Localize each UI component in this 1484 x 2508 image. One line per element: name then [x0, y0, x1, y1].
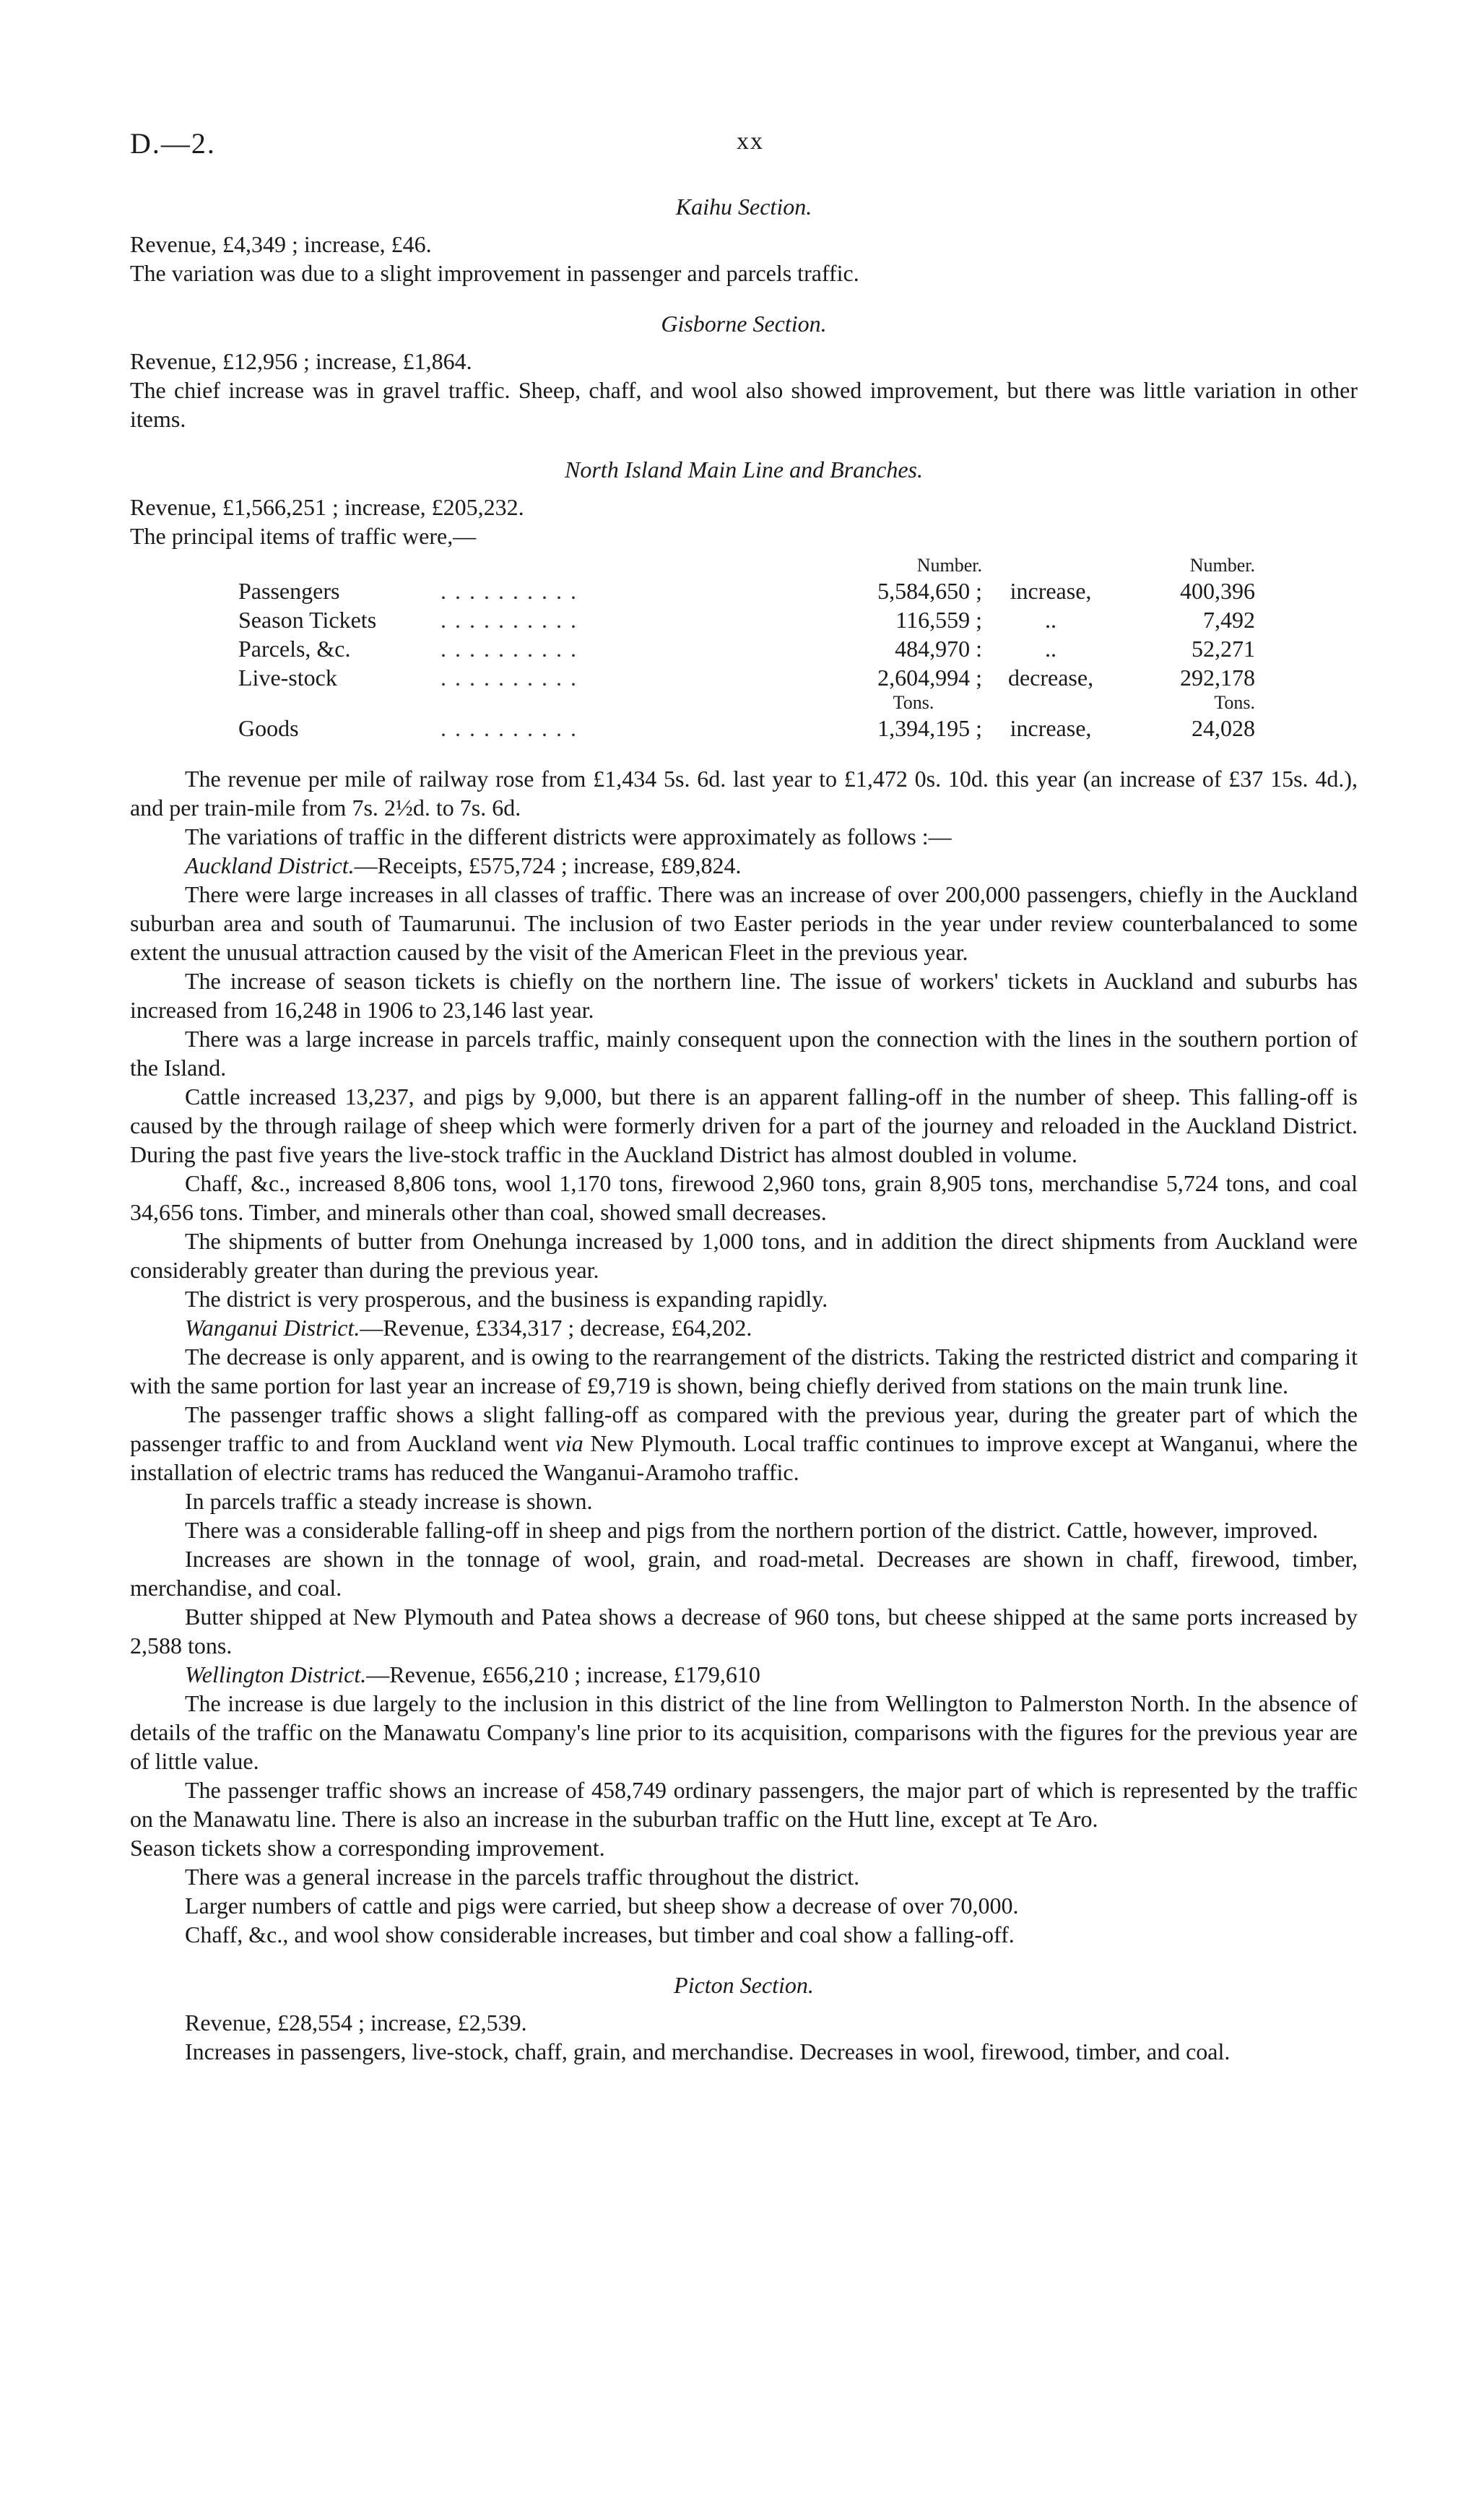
picton-note: Increases in passengers, live-stock, chaff, grain, and merchandise. Decreases in wool, firewood, timber, and coal.	[185, 2038, 1231, 2064]
page-number: xx	[737, 128, 764, 155]
table-unit-row	[238, 692, 1255, 714]
gisborne-note: The chief increase was in gravel traffic. Sheep, chaff, and wool also showed improvement, but there was little variation in other items.	[130, 377, 1358, 432]
row-diff: 52,271	[1192, 636, 1255, 662]
document-reference: D.—2.	[130, 127, 216, 160]
kaihu-heading: Kaihu Section.	[675, 194, 812, 220]
wellington-paragraph: Chaff, &c., and wool show considerable increases, but timber and coal show a falling-off.	[185, 1921, 1015, 1947]
passenger-via: via	[555, 1430, 583, 1456]
column-unit-number-2: Number.	[1189, 555, 1255, 576]
column-unit-number: Number.	[916, 555, 982, 576]
wanganui-paragraph: Butter shipped at New Plymouth and Patea shows a decrease of 960 tons, but cheese shipped at the same ports increased by 2,588 tons.	[130, 1604, 1358, 1659]
row-value: 1,394,195 ;	[877, 715, 982, 741]
wellington-paragraph: There was a general increase in the parcels traffic throughout the district.	[185, 1864, 860, 1890]
row-item: Goods	[238, 715, 299, 741]
row-change: ..	[1045, 607, 1056, 633]
wanganui-passenger-paragraph	[130, 1400, 1358, 1487]
variations-intro: The variations of traffic in the different districts were approximately as follows :—	[185, 823, 952, 849]
wellington-revenue: —Revenue, £656,210 ; increase, £179,610	[366, 1661, 760, 1687]
page-content	[130, 186, 1358, 2066]
auckland-paragraph: The district is very prosperous, and the business is expanding rapidly.	[185, 1286, 828, 1312]
gisborne-revenue: Revenue, £12,956 ; increase, £1,864.	[130, 348, 472, 374]
row-change: increase,	[1010, 578, 1092, 604]
passenger-text-b: New Plymouth. Local traffic continues to improve except at Wanganui, where the installation of electric trams has reduced the Wanganui-Aramoho traffic.	[130, 1430, 1358, 1485]
north-island-revenue: Revenue, £1,566,251 ; increase, £205,232.	[130, 494, 524, 520]
table-row	[238, 605, 1255, 634]
table-header-row	[238, 555, 1255, 576]
row-value: 2,604,994 ;	[877, 665, 982, 691]
kaihu-revenue: Revenue, £4,349 ; increase, £46.	[130, 231, 432, 257]
dot-leader: . . . . . . . . . .	[441, 636, 578, 662]
dot-leader: . . . . . . . . . .	[441, 715, 578, 741]
row-item: Passengers	[238, 578, 340, 604]
row-value: 5,584,650 ;	[877, 578, 982, 604]
wanganui-revenue-line	[130, 1313, 1358, 1342]
gisborne-heading: Gisborne Section.	[661, 311, 827, 337]
row-item: Season Tickets	[238, 607, 377, 633]
traffic-table	[238, 555, 1255, 743]
row-diff: 24,028	[1192, 715, 1255, 741]
wellington-season-tickets: Season tickets show a corresponding improvement.	[130, 1835, 605, 1861]
row-value: 116,559 ;	[895, 607, 982, 633]
wellington-paragraph: The passenger traffic shows an increase of 458,749 ordinary passengers, the major part of which is represented by the traffic on the Manawatu line. There is also an increase in the suburban traffic on the Hutt line, except at Te Aro.	[130, 1777, 1358, 1832]
row-diff: 7,492	[1203, 607, 1255, 633]
row-diff: 400,396	[1180, 578, 1255, 604]
auckland-receipts-line	[130, 851, 1358, 880]
row-change: ..	[1045, 636, 1056, 662]
auckland-paragraph: Cattle increased 13,237, and pigs by 9,000, but there is an apparent falling-off in the number of sheep. This falling-off is caused by the through railage of sheep which were formerly driven for a part of the journey and reloaded in the Auckland District. During the past five years the live-stock traffic in the Auckland District has almost doubled in volume.	[130, 1084, 1358, 1167]
table-row	[238, 663, 1255, 692]
wellington-revenue-line	[130, 1660, 1358, 1689]
passenger-text-a: The passenger traffic shows a slight falling-off as compared with the previous year, during the greater part of which the passenger traffic to and from Auckland went	[130, 1401, 1358, 1456]
dot-leader: . . . . . . . . . .	[441, 607, 578, 633]
auckland-paragraph: Chaff, &c., increased 8,806 tons, wool 1,170 tons, firewood 2,960 tons, grain 8,905 tons, merchandise 5,724 tons, and coal 34,656 tons. Timber, and minerals other than coal, showed small decreases.	[130, 1170, 1358, 1225]
wanganui-paragraph: Increases are shown in the tonnage of wool, grain, and road-metal. Decreases are shown in chaff, firewood, timber, merchandise, and coal.	[130, 1546, 1358, 1601]
auckland-receipts: —Receipts, £575,724 ; increase, £89,824.	[354, 852, 742, 878]
row-change: decrease,	[1007, 665, 1094, 691]
wanganui-paragraph: The decrease is only apparent, and is owing to the rearrangement of the districts. Taking the restricted district and comparing it with the same portion for last year an increase of £9,719 is shown, being chiefly derived from stations on the main trunk line.	[130, 1344, 1358, 1398]
row-item: Parcels, &c.	[238, 636, 351, 662]
dot-leader: . . . . . . . . . .	[441, 665, 578, 691]
auckland-paragraph: There was a large increase in parcels traffic, mainly consequent upon the connection with the lines in the southern portion of the Island.	[130, 1026, 1358, 1081]
kaihu-note: The variation was due to a slight improvement in passenger and parcels traffic.	[130, 260, 859, 286]
column-unit-tons-2: Tons.	[1214, 692, 1255, 713]
wanganui-paragraph: In parcels traffic a steady increase is shown.	[185, 1488, 593, 1514]
auckland-label: Auckland District.	[185, 852, 355, 878]
auckland-paragraph: The shipments of butter from Onehunga increased by 1,000 tons, and in addition the direct shipments from Auckland were considerably greater than during the previous year.	[130, 1228, 1358, 1283]
table-row	[238, 714, 1255, 743]
north-island-heading: North Island Main Line and Branches.	[565, 457, 923, 483]
dot-leader: . . . . . . . . . .	[441, 578, 578, 604]
table-row	[238, 634, 1255, 663]
auckland-paragraph: The increase of season tickets is chiefly on the northern line. The issue of workers' tickets in Auckland and suburbs has increased from 16,248 in 1906 to 23,146 last year.	[130, 968, 1358, 1023]
table-row	[238, 576, 1255, 605]
wellington-paragraph: Larger numbers of cattle and pigs were carried, but sheep show a decrease of over 70,000.	[185, 1893, 1019, 1919]
wellington-paragraph: The increase is due largely to the inclusion in this district of the line from Wellington to Palmerston North. In the absence of details of the traffic on the Manawatu Company's line prior to its acquisition, comparisons with the figures for the previous year are of little value.	[130, 1690, 1358, 1774]
auckland-paragraph: There were large increases in all classes of traffic. There was an increase of over 200,000 passengers, chiefly in the Auckland suburban area and south of Taumarunui. The inclusion of two Easter periods in the year under review counterbalanced to some extent the unusual attraction caused by the visit of the American Fleet in the previous year.	[130, 881, 1358, 965]
wanganui-label: Wanganui District.	[185, 1315, 360, 1341]
row-item: Live-stock	[238, 665, 337, 691]
row-diff: 292,178	[1180, 665, 1255, 691]
picton-revenue: Revenue, £28,554 ; increase, £2,539.	[185, 2010, 527, 2036]
picton-heading: Picton Section.	[674, 1972, 814, 1998]
wanganui-revenue: —Revenue, £334,317 ; decrease, £64,202.	[360, 1315, 752, 1341]
north-island-intro: The principal items of traffic were,—	[130, 523, 477, 549]
row-change: increase,	[1010, 715, 1092, 741]
wellington-label: Wellington District.	[185, 1661, 367, 1687]
page-header	[130, 126, 1358, 163]
row-value: 484,970 :	[895, 636, 982, 662]
revenue-per-mile: The revenue per mile of railway rose from £1,434 5s. 6d. last year to £1,472 0s. 10d. this year (an increase of £37 15s. 4d.), and per train-mile from 7s. 2½d. to 7s. 6d.	[130, 766, 1358, 821]
wanganui-paragraph: There was a considerable falling-off in sheep and pigs from the northern portion of the district. Cattle, however, improved.	[185, 1517, 1319, 1543]
column-unit-tons: Tons.	[893, 692, 934, 713]
